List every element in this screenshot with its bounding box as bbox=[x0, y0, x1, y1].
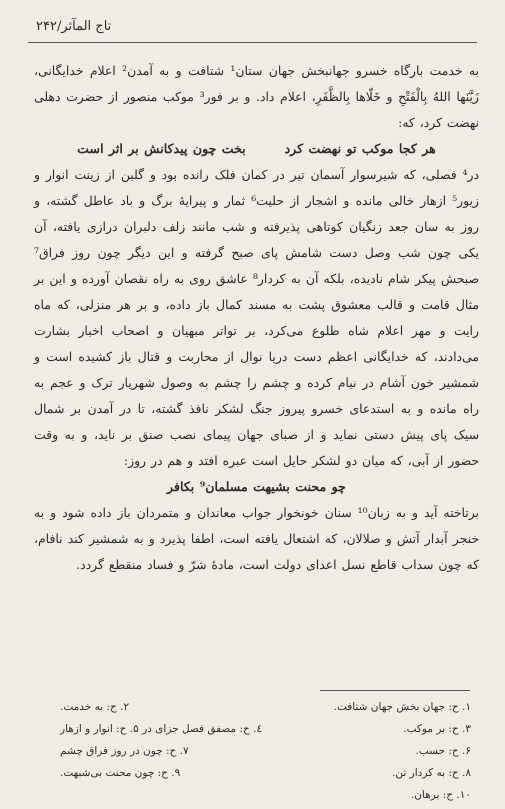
footnotes bbox=[60, 696, 471, 806]
footnote-row bbox=[60, 784, 471, 806]
paragraph-3: برتاخته آید و به زبان¹⁰ سنان خونخوار جواب معاندان و متمردان باز داده شود و به خنجر آبدار آتش و صلالان، که اشتعال یافته است، اطفا پذیرد و به شمشیر کند نافام، که چون سداب قاطع نسل اعدای دولت است، مادهٔ شرّ و فساد منقطع گردد. bbox=[34, 505, 479, 572]
verse-1 bbox=[34, 136, 479, 162]
footnote-item: ۶. ح: حسب. bbox=[415, 745, 471, 757]
footnote-divider bbox=[320, 690, 470, 691]
verse-1-hemistich-b: بخت چون پیدکانش بر اثر است bbox=[77, 141, 246, 156]
running-title: تاج المآثر/۲۴۲ bbox=[36, 18, 112, 34]
main-text bbox=[34, 58, 479, 578]
header-divider bbox=[28, 42, 477, 43]
footnote-item: ٩. ح: چون محنت بی‌شبهت. bbox=[60, 767, 181, 779]
footnote-item: ٢. ح: به خدمت. bbox=[60, 701, 130, 713]
footnote-item: ١٠. ح: برهان. bbox=[410, 789, 471, 801]
footnote-item: ٧. ح: چون در روز فراق چشم bbox=[60, 745, 189, 757]
footnote-item: ٨. ح: به کردار تن. bbox=[392, 767, 471, 779]
footnote-item: ٤. ح: مصفق فصل جزای در ۵. ح: انوار و ازهار bbox=[60, 723, 263, 735]
footnote-item: ١. ح: جهان بخش جهان شتافت. bbox=[333, 701, 471, 713]
verse-1-hemistich-a: هر کجا موکب تو نهضت کرد bbox=[284, 141, 436, 156]
footnote-row bbox=[60, 718, 471, 740]
paragraph-2: در⁴ فصلی، که شیرسوار آسمان تیر در کمان فلک رانده بود و گلبن از زینت انوار و زیور⁵ ازهار خالی مانده و اشجار از حلیت⁶ ثمار و پیرایهٔ برگ و باد عاطل گشته، و روز به سان جعد زنگیان کوتاهی پذیرفته و شب مانند زلف دلبران درازی یافته، آن یکی چون شب وصل دست شامش پای صبح گرفته و این دیگر چون روز فراق⁷ صبحش پیکر شام نادیده، بلکه آن به کردار⁸ عاشق روی به راه نقصان آورده و این بر مثال قامت و قالب معشوق پشت به مسند کمال باز داده، و بر هر منزلی، که ماه رایت و مهر اعلام شاه طلوع می‌کرد، بر تواتر مبهیان و اصحاب اخبار بشارت می‌دادند، که خدایگانی اعظم دست دریا نوال از محاربت و قتال باز کشیده است و شمشیر خون آشام در نیام کرده و چشم را چشم به وصول شهریار ترک و عجم به راه مانده و به استدعای خسرو پیروز جنگ لشکر نافذ گشته، تا در آمدن بر شمال سیک پای پیش دستی نماید و از صبای جهان پیمای نصب صنق بر ناید، و به وقت حضور از آبی، که میان دو لشکر حایل است عبره افتد و هم در روز: bbox=[34, 167, 479, 468]
page-header bbox=[36, 16, 469, 36]
footnote-item: ٣. ح: بر موکب. bbox=[403, 723, 471, 735]
footnote-row bbox=[60, 740, 471, 762]
footnote-row bbox=[60, 762, 471, 784]
verse-2: چو محنت بشیهت مسلمان⁹ بکافر bbox=[167, 479, 346, 494]
paragraph-1: به خدمت بارگاه خسرو جهانبخش جهان ستان¹ شتافت و به آمدن² اعلام خدایگانی، زَيَّنَها اللهُ بِالْفَتْحِ و خَلّاها بِالظَّفَرِ، اعلام داد. و بر فور³ موکب منصور از حضرت دهلی نهضت کرد، که: bbox=[34, 63, 480, 130]
footnote-row bbox=[60, 696, 471, 718]
